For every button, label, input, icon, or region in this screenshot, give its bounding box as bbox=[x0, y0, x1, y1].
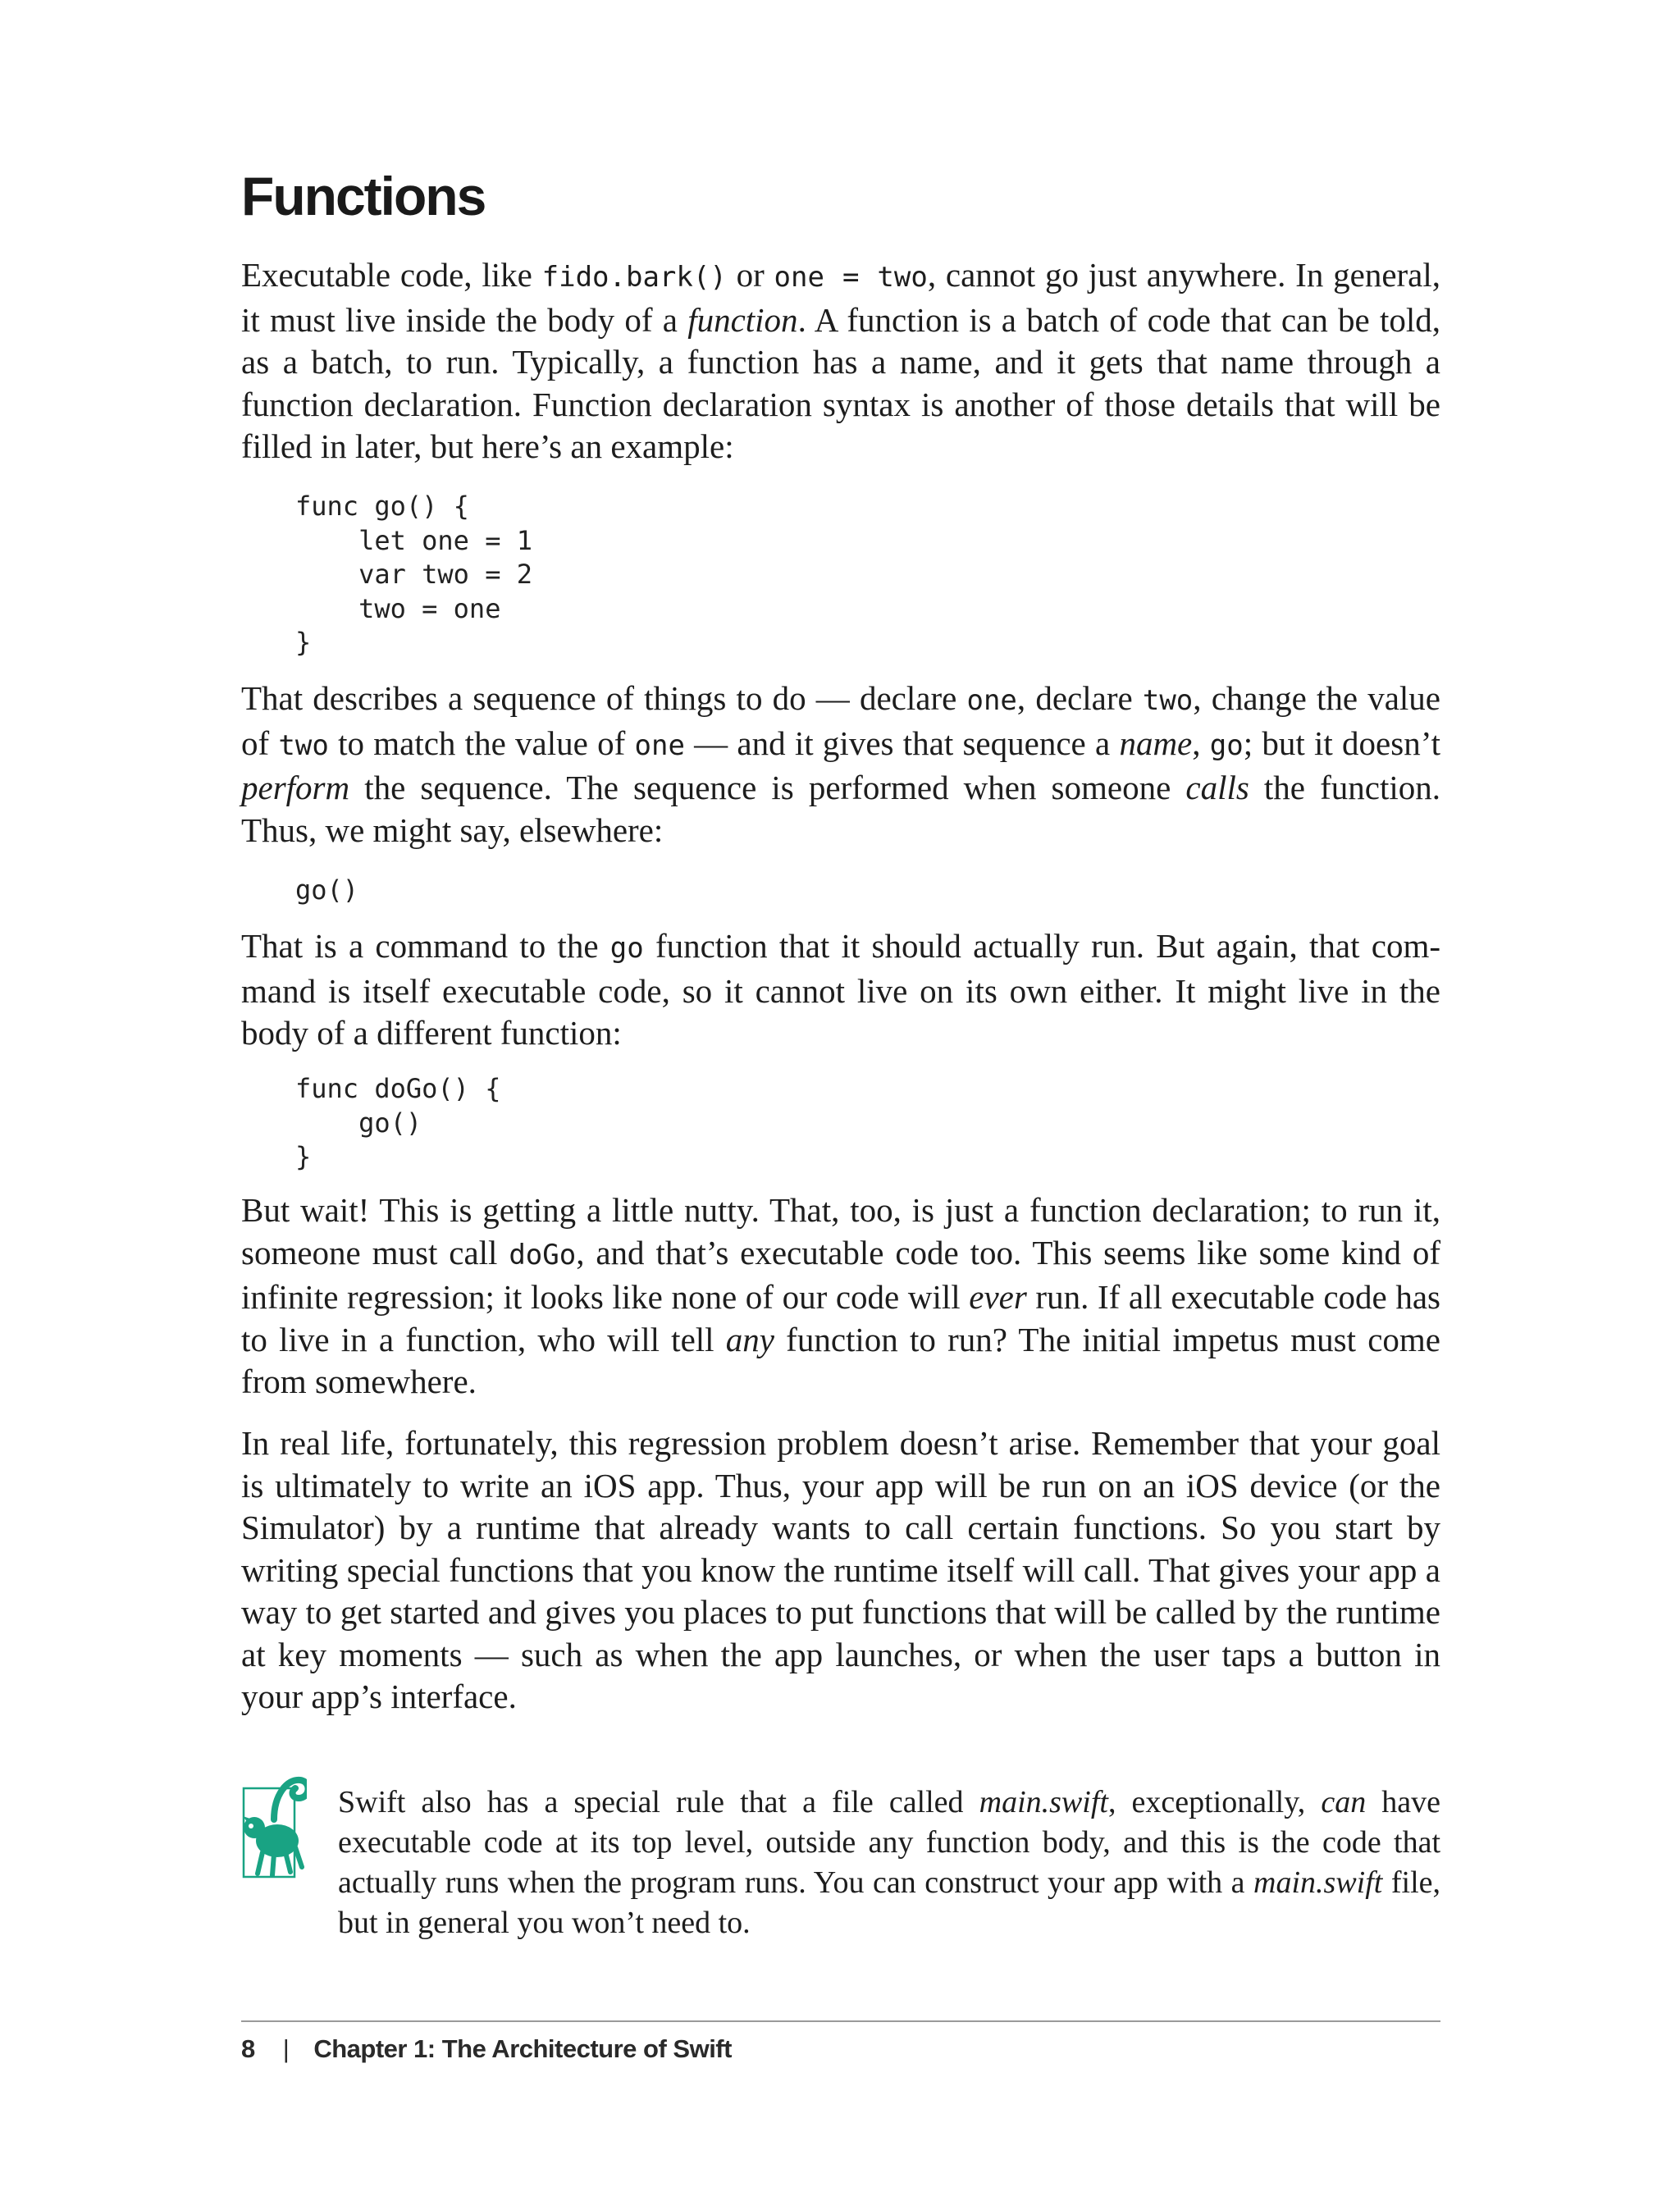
text-run: That describes a sequence of things to do — declare bbox=[241, 679, 967, 717]
paragraph-command bbox=[241, 925, 1440, 1055]
text-run: , bbox=[1192, 724, 1210, 762]
paragraph-sequence bbox=[241, 678, 1440, 851]
text-run: But wait! This is getting a little nutty. That, too, is just a function declaration; to run it, someone must call bbox=[241, 1191, 1440, 1271]
text-run: , declare bbox=[1016, 679, 1143, 717]
section-heading: Functions bbox=[241, 166, 486, 226]
footer-rule bbox=[241, 2020, 1440, 2022]
inline-code: two bbox=[1142, 684, 1194, 717]
text-run: — and it gives that sequence a bbox=[684, 724, 1120, 762]
emphasis: ever bbox=[969, 1278, 1027, 1316]
text-run: or bbox=[726, 256, 774, 294]
text-run: , and that’s executable code too. This seems like some kind of infinite regression; it looks like none of our code will bbox=[241, 1233, 1440, 1316]
text-run: , cannot go just anywhere. In general, it must live inside the body of a bbox=[241, 256, 1441, 339]
emphasis: name bbox=[1119, 724, 1193, 762]
page-footer bbox=[241, 2034, 732, 2064]
text-run: have executable code at its top level, outside any function body, and this is the code that actually runs when the program runs. You can construct your app with a bbox=[338, 1785, 1441, 1900]
emphasis: can bbox=[1321, 1785, 1367, 1819]
note-text bbox=[338, 1783, 1440, 1943]
code-block-call-go: go() bbox=[295, 874, 359, 906]
text-run: the sequence. The sequence is performed when someone bbox=[349, 769, 1186, 806]
inline-code: go bbox=[1209, 728, 1244, 762]
paragraph-real-life bbox=[241, 1422, 1440, 1719]
emphasis: calls bbox=[1185, 769, 1249, 806]
paragraph-intro bbox=[241, 254, 1440, 468]
chapter-title: Chapter 1: The Architecture of Swift bbox=[313, 2034, 732, 2063]
text-run: ; but it doesn’t bbox=[1243, 724, 1441, 762]
inline-code: one bbox=[634, 728, 685, 762]
text-run: file, but in general you won’t need to. bbox=[338, 1865, 1440, 1940]
book-page bbox=[241, 0, 1440, 2205]
emphasis: function bbox=[687, 300, 798, 339]
inline-code: go bbox=[609, 932, 644, 965]
code-block-dogo: func doGo() { go() } bbox=[295, 1073, 501, 1172]
footer-separator: | bbox=[282, 2034, 290, 2063]
inline-code: two bbox=[278, 728, 329, 762]
emphasis: any bbox=[725, 1320, 774, 1358]
paragraph-but-wait bbox=[241, 1189, 1440, 1404]
text-run: That is a command to the bbox=[241, 927, 610, 965]
emphasis: main.swift bbox=[1253, 1865, 1383, 1900]
inline-code: one bbox=[966, 684, 1017, 717]
emphasis: main.swift bbox=[979, 1785, 1108, 1819]
text-run: function to run? The initial impetus must come from somewhere. bbox=[241, 1320, 1440, 1400]
text-run: the function. Thus, we might say, elsewhere: bbox=[241, 769, 1440, 849]
text-run: . A function is a batch of code that can be told, as a batch, to run. Typically, a function has a name, and it gets that name through a function declaration. Function declaration syntax is another of those details that will be filled in later, but here’s an example: bbox=[241, 300, 1440, 465]
code-block-go: func go() { let one = 1 var two = 2 two = one } bbox=[295, 491, 532, 658]
text-run: , change the value of bbox=[241, 679, 1441, 762]
text-run: In real life, fortunately, this regression problem doesn’t arise. Remember that your goal is ultimately to write an iOS app. Thus, your app will be run on an iOS device (or the Simulator) by a runtime that already wants to call certain functions. So you start by writing special functions that you know the runtime itself will call. That gives your app a way to get started and gives you places to put functions that will be called by the runtime at key moments — such as when the app launches, or when the user taps a button in your app’s interface. bbox=[241, 1424, 1440, 1715]
page-number: 8 bbox=[241, 2034, 255, 2063]
text-run: Executable code, like bbox=[241, 256, 542, 294]
text-run: to match the value of bbox=[328, 724, 635, 762]
emphasis: perform bbox=[241, 769, 350, 806]
text-run: Swift also has a special rule that a file called bbox=[338, 1785, 979, 1819]
text-run: function that it should actually run. But again, that command is itself executable code, so it cannot live on its own either. It might live in the body of a different function: bbox=[241, 927, 1440, 1052]
inline-code: fido.bark() bbox=[541, 261, 727, 294]
lemur-icon bbox=[241, 1770, 307, 1885]
text-run: , exceptionally, bbox=[1107, 1785, 1322, 1819]
inline-code: one = two bbox=[774, 261, 928, 294]
inline-code: doGo bbox=[509, 1238, 577, 1271]
text-run: run. If all executable code has to live in a function, who will tell bbox=[241, 1278, 1441, 1358]
